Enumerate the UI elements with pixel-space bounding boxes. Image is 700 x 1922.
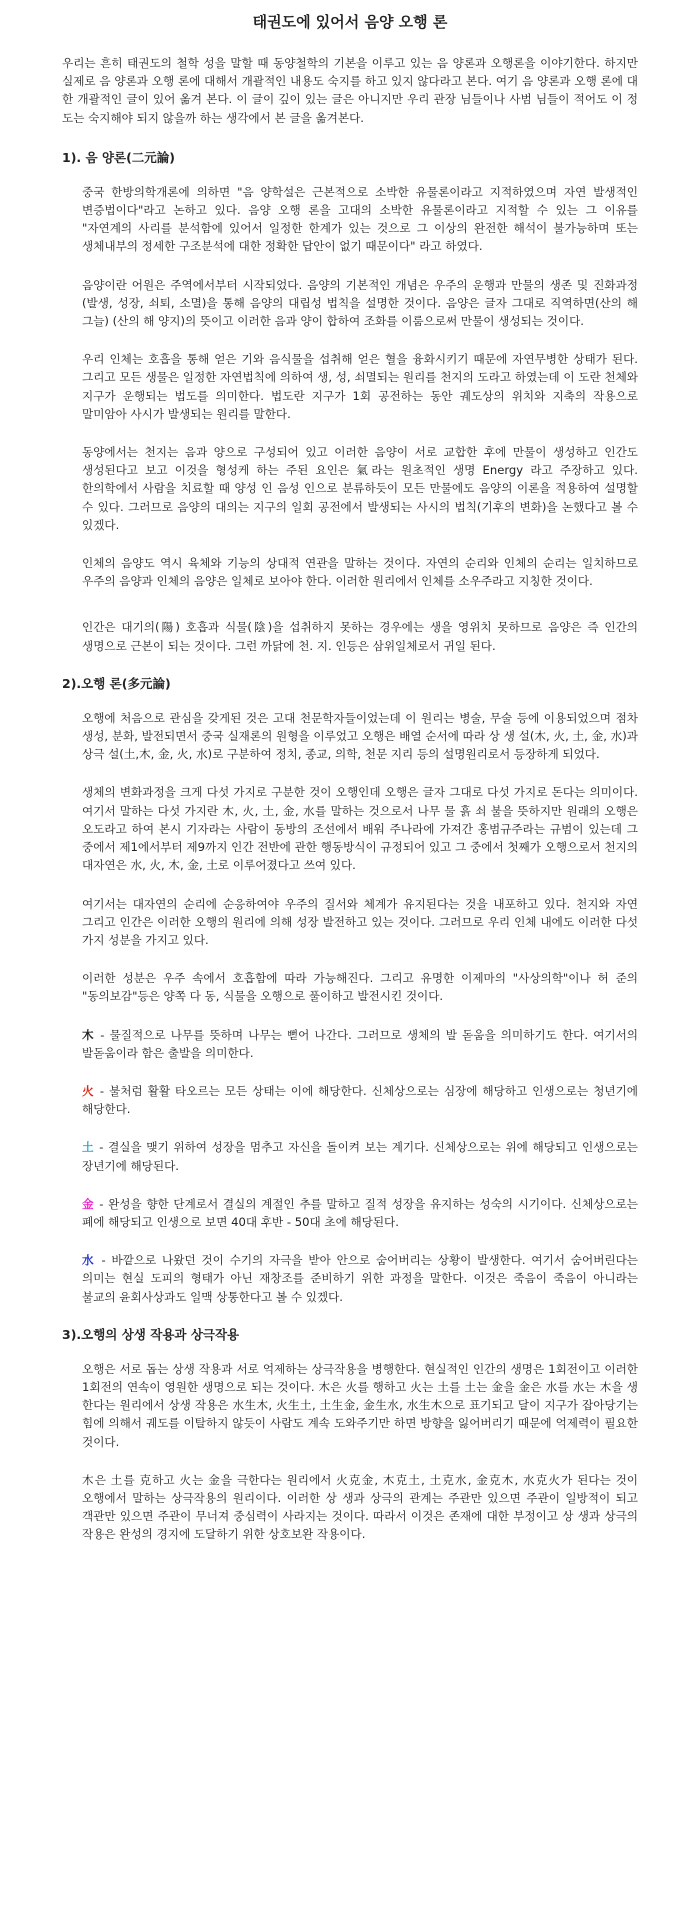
- section3-paragraph: 木은 土를 克하고 火는 金을 극한다는 원리에서 火克金, 木克土, 土克水, 金克木, 水克火가 된다는 것이 오행에서 말하는 상극작용의 원리이다. 이러한 상 생과 상극의 관계는 주관만 있으면 주관이 일방적이 되고 객관만 있으면 주관이 무너져 중심력이 사라지는 것이다. 따라서 이것은 존재에 대한 부정이고 상 생과 상극의 작용은 완성의 경지에 도달하기 위한 상호보완 작용이다.: [82, 1472, 638, 1542]
- element-earth-text: - 결실을 맺기 위하여 성장을 멈추고 자신을 돌이켜 보는 계기다. 신체상으로는 위에 해당되고 인생으로는 장년기에 해당된다.: [82, 1140, 638, 1173]
- intro-paragraph: 우리는 흔히 태권도의 철학 성을 말할 때 동양철학의 기본을 이루고 있는 음 양론과 오행론을 이야기한다. 하지만 실제로 음 양론과 오행 론에 대해서 개괄적인 내용도 숙지를 하고 있지 않다라고 본다. 여기 음 양론과 오행 론에 대한 개괄적인 글이 있어 옮겨 본다. 이 글이 깊이 있는 글은 아니지만 우리 관장 님들이나 사범 님들이 적어도 이 정도는 숙지해야 되지 않을까 하는 생각에서 본 글을 옮겨본다.: [62, 56, 638, 125]
- element-fire-text: - 불처럼 활활 타오르는 모든 상태는 이에 해당한다. 신체상으로는 심장에 해당하고 인생으로는 청년기에 해당한다.: [82, 1083, 638, 1117]
- section2-paragraph: 여기서는 대자연의 순리에 순응하여야 우주의 질서와 체계가 유지된다는 것을 내포하고 있다. 천지와 자연 그리고 인간은 이러한 오행의 원리에 의해 성장 발전하고 있는 것이다. 그러므로 우리 인체 내에도 이러한 다섯 가지 성분을 가지고 있다.: [82, 896, 638, 947]
- section-heading-yinyang: 1). 음 양론(二元論): [62, 149, 176, 165]
- section1-paragraph: 음양이란 어원은 주역에서부터 시작되었다. 음양의 기본적인 개념은 우주의 운행과 만물의 생존 및 진화과정(발생, 성장, 쇠퇴, 소멸)을 통해 음양의 대립성 법칙을 설명한 것이다. 음양은 글자 그대로 직역하면(산의 해 그늘) (산의 해 양지)의 뜻이고 이러한 음과 양이 합하여 조화를 이룸으로써 만물이 생성되는 것이다.: [82, 277, 638, 329]
- element-earth-paragraph: [0, 1138, 700, 1174]
- page-title: 태권도에 있어서 음양 오행 론: [252, 13, 448, 31]
- section1-paragraph: 동양에서는 천지는 음과 양으로 구성되어 있고 이러한 음양이 서로 교합한 후에 만물이 생성하고 인간도 생성된다고 보고 이것을 형성케 하는 주된 요인은 氣라는 원초적인 생명 Energy 라고 주장하고 있다. 한의학에서 사람을 치료할 때 양성 인 음성 인으로 분류하듯이 모든 만물에도 음양의 이론을 적용하여 설명할 수 있다. 그러므로 음양의 대의는 지구의 일회 공전에서 발생되는 사시의 법칙(기후의 변화)을 논했다고 볼 수 있겠다.: [82, 445, 638, 532]
- section1-paragraph: 인체의 음양도 역시 육체와 기능의 상대적 연관을 말하는 것이다. 자연의 순리와 인체의 순리는 일치하므로 우주의 음양과 인체의 음양은 일체로 보아야 한다. 이러한 원리에서 인체를 소우주라고 지칭한 것이다.: [82, 556, 638, 589]
- element-fire-glyph: 火: [82, 1083, 95, 1098]
- element-wood-glyph: 木: [82, 1027, 96, 1042]
- section2-paragraph: 오행에 처음으로 관심을 갖게된 것은 고대 천문학자들이었는데 이 원리는 병술, 무술 등에 이용되었으며 점차 생성, 분화, 발전되면서 중국 실재론의 원형을 이루었고 오행은 배열 순서에 따라 상 생 설(木, 火, 土, 金, 水)과 상극 설(土,木, 金, 火, 水)로 구분하여 정치, 종교, 의학, 천문 지리 등의 설명원리로서 등장하게 되었다.: [82, 710, 638, 762]
- section1-paragraph: 중국 한방의학개론에 의하면 "음 양학설은 근본적으로 소박한 유물론이라고 지적하였으며 자연 발생적인 변증법이다"라고 논하고 있다. 음양 오행 론을 고대의 소박한 유물론이라고 지적할 수 있는 그 이유를 "자연계의 사리를 분석함에 있어서 일정한 한계가 있는 것으로 그 이상의 완전한 해석이 불가능하며 또는 생체내부의 정세한 구조분석에 대한 정확한 답안이 없기 때문이다" 라고 하였다.: [82, 184, 638, 254]
- element-wood-text: - 물질적으로 나무를 뜻하며 나무는 뻗어 나간다. 그러므로 생체의 발 돋움을 의미하기도 한다. 여기서의 발돋움이라 함은 출발을 의미한다.: [82, 1027, 638, 1060]
- element-water-glyph: 水: [82, 1253, 96, 1268]
- element-metal-paragraph: [0, 1195, 700, 1231]
- element-water-paragraph: [0, 1251, 700, 1306]
- element-earth-glyph: 土: [82, 1140, 95, 1155]
- section-heading-five-elements: 2).오행 론(多元論): [62, 675, 171, 691]
- section1-paragraph: 우리 인체는 호흡을 통해 얻은 기와 음식물을 섭취해 얻은 혈을 융화시키기 때문에 자연무병한 상태가 된다. 그리고 모든 생물은 일정한 자연법칙에 의하여 생, 성, 쇠멸되는 원리를 천지의 도라고 하였는데 이 도란 천체와 지구가 운행되는 법도를 의미한다. 법도란 지구가 1회 공전하는 동안 궤도상의 위치와 지축의 작용으로 말미암아 사시가 발생되는 원리를 말한다.: [82, 352, 638, 421]
- section1-paragraph: 인간은 대기의(陽) 호흡과 식물(陰)을 섭취하지 못하는 경우에는 생을 영위치 못하므로 음양은 즉 인간의 생명으로 근본이 되는 것이다. 그런 까닭에 천. 지. 인등은 삼위일체로서 귀일 된다.: [82, 620, 638, 653]
- element-fire-paragraph: [0, 1082, 700, 1118]
- section-heading-generation-control: 3).오행의 상생 작용과 상극작용: [62, 1326, 240, 1342]
- section2-paragraph: 생체의 변화과정을 크게 다섯 가지로 구분한 것이 오행인데 오행은 글자 그대로 다섯 가지로 돈다는 의미이다. 여기서 말하는 다섯 가지란 木, 火, 土, 金, 水를 말하는 것으로서 나무 물 흙 쇠 불을 뜻하지만 원래의 오행은 오도라고 하여 본시 기자라는 사람이 동방의 조선에서 배워 주나라에 가져간 홍범규주라는 규범이 있는데 그 중에서 제1에서부터 제9까지 인간 전반에 관한 행동방식이 규정되어 있고 그 중에서 첫째가 오행으로서 천지의 대자연은 水, 火, 木, 金, 土로 이루어졌다고 쓰여 있다.: [82, 785, 638, 873]
- element-water-text: - 바깥으로 나왔던 것이 수기의 자극을 받아 안으로 숨어버리는 상황이 발생한다. 여기서 숨어버린다는 의미는 현실 도피의 형태가 아닌 재창조를 준비하기 위한 과정을 말한다. 이것은 죽음이 죽음이 아니라는 불교의 윤회사상과도 일맥 상통한다고 볼 수 있겠다.: [82, 1253, 638, 1304]
- section3-paragraph: 오행은 서로 돕는 상생 작용과 서로 억제하는 상극작용을 병행한다. 현실적인 인간의 생명은 1회전이고 이러한 1회전의 연속이 영원한 생명으로 되는 것이다. 木은 火를 행하고 火는 土를 土는 金을 金은 水를 水는 木을 생 한다는 원리에서 상생 작용은 水生木, 火生土, 土生金, 金生水, 水生木으로 표기되고 달이 지구가 잡아당기는 힘에 의해서 궤도를 이탈하지 않듯이 사람도 계속 도와주기만 하면 방향을 잃어버리기 때문에 억제력이 필요한 것이다.: [82, 1361, 638, 1449]
- element-wood-paragraph: [0, 1026, 700, 1062]
- element-metal-text: - 완성을 향한 단계로서 결실의 계절인 추를 말하고 질적 성장을 유지하는 성숙의 시기이다. 신체상으로는 폐에 해당되고 인생으로 보면 40대 후반 - 50대 초에 해당된다.: [82, 1196, 638, 1229]
- section2-paragraph: 이러한 성분은 우주 속에서 호흡함에 따라 가능해진다. 그리고 유명한 이제마의 "사상의학"이나 허 준의 "동의보감"등은 양쪽 다 동, 식물을 오행으로 풀이하고 발전시킨 것이다.: [82, 971, 638, 1004]
- element-metal-glyph: 金: [82, 1196, 95, 1211]
